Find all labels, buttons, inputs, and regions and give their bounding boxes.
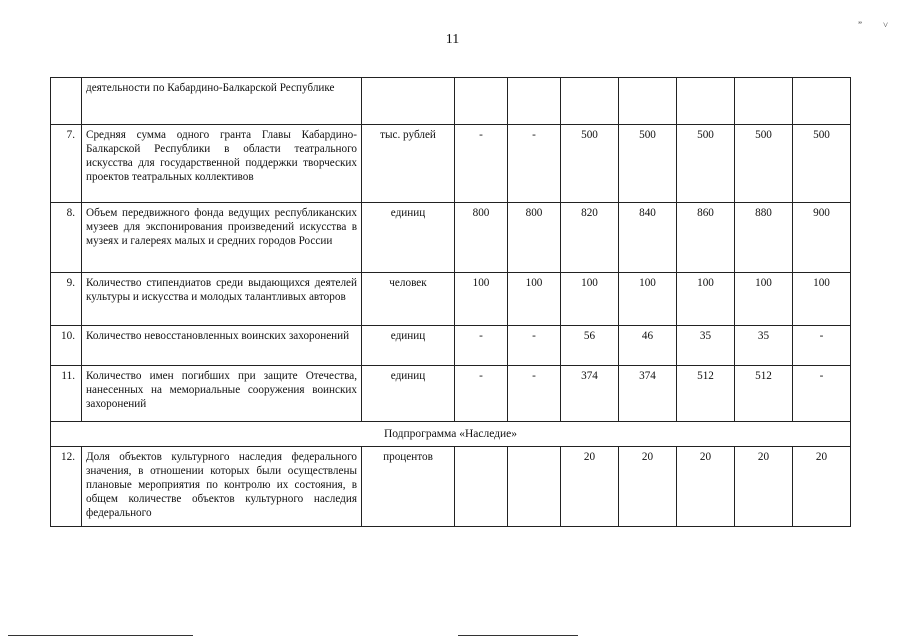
value-cell [619,78,677,125]
table-row [51,78,851,125]
value-cell: 35 [735,326,793,366]
value-cell: 100 [561,273,619,326]
value-cell [677,78,735,125]
table-row [51,366,851,422]
value-cell: 500 [793,125,851,203]
value-cell: 500 [677,125,735,203]
row-number [51,78,82,125]
table-body [51,78,851,527]
value-cell: 20 [619,447,677,527]
table-row [51,125,851,203]
value-cell: - [508,326,561,366]
value-cell: 820 [561,203,619,273]
row-number: 11. [51,366,82,422]
value-cell: 512 [735,366,793,422]
value-cell: 100 [793,273,851,326]
value-cell: - [455,326,508,366]
value-cell: 500 [619,125,677,203]
unit-cell: единиц [362,366,455,422]
unit-cell: единиц [362,203,455,273]
page-number: 11 [445,32,460,47]
value-cell: 46 [619,326,677,366]
value-cell: - [455,366,508,422]
indicator-description: Количество имен погибших при защите Отечества, нанесенных на мемориальные сооружения воинских захоронений [82,366,362,422]
value-cell: 800 [455,203,508,273]
row-number: 12. [51,447,82,527]
value-cell: 20 [793,447,851,527]
value-cell: 20 [735,447,793,527]
indicator-description: Количество невосстановленных воинских захоронений [82,326,362,366]
indicator-description: Объем передвижного фонда ведущих республиканских музеев для экспонирования произведений искусства в музеях и галереях малых и средних городов России [82,203,362,273]
value-cell: 374 [619,366,677,422]
value-cell [793,78,851,125]
unit-cell: тыс. рублей [362,125,455,203]
value-cell [455,78,508,125]
row-number: 10. [51,326,82,366]
value-cell: 800 [508,203,561,273]
indicator-description: Количество стипендиатов среди выдающихся деятелей культуры и искусства и молодых талантливых авторов [82,273,362,326]
value-cell: 20 [561,447,619,527]
unit-cell: единиц [362,326,455,366]
value-cell: - [508,125,561,203]
value-cell: 500 [561,125,619,203]
value-cell: - [508,366,561,422]
section-row [51,422,851,447]
value-cell: - [793,326,851,366]
value-cell [455,447,508,527]
value-cell: 500 [735,125,793,203]
value-cell: 374 [561,366,619,422]
value-cell: 840 [619,203,677,273]
indicator-description: Доля объектов культурного наследия федерального значения, в отношении которых были осуществлены плановые мероприятия по контролю их состояния, в общем количестве объектов культурного наследия федерального [82,447,362,527]
value-cell: 35 [677,326,735,366]
value-cell: 20 [677,447,735,527]
row-number: 8. [51,203,82,273]
value-cell [508,447,561,527]
value-cell: 100 [677,273,735,326]
footer-rule [458,635,578,636]
value-cell: 880 [735,203,793,273]
section-title: Подпрограмма «Наследие» [51,422,851,447]
unit-cell [362,78,455,125]
table-row [51,273,851,326]
row-number: 7. [51,125,82,203]
value-cell: 100 [455,273,508,326]
value-cell [508,78,561,125]
value-cell [561,78,619,125]
value-cell: - [793,366,851,422]
indicators-table [50,77,851,527]
value-cell: 512 [677,366,735,422]
table-row [51,326,851,366]
value-cell: 56 [561,326,619,366]
unit-cell: человек [362,273,455,326]
corner-mark: ˅ [883,20,889,30]
value-cell: - [455,125,508,203]
table-row [51,203,851,273]
unit-cell: процентов [362,447,455,527]
value-cell: 100 [619,273,677,326]
value-cell: 900 [793,203,851,273]
value-cell: 100 [508,273,561,326]
value-cell: 860 [677,203,735,273]
footer-rule [8,635,193,636]
table-row [51,447,851,527]
corner-mark: ” [858,20,862,30]
indicator-description: Средняя сумма одного гранта Главы Кабардино-Балкарской Республики в области театрального искусства для государственной поддержки творческих проектов театральных коллективов [82,125,362,203]
value-cell [735,78,793,125]
row-number: 9. [51,273,82,326]
value-cell: 100 [735,273,793,326]
indicator-description: деятельности по Кабардино-Балкарской Республике [82,78,362,125]
